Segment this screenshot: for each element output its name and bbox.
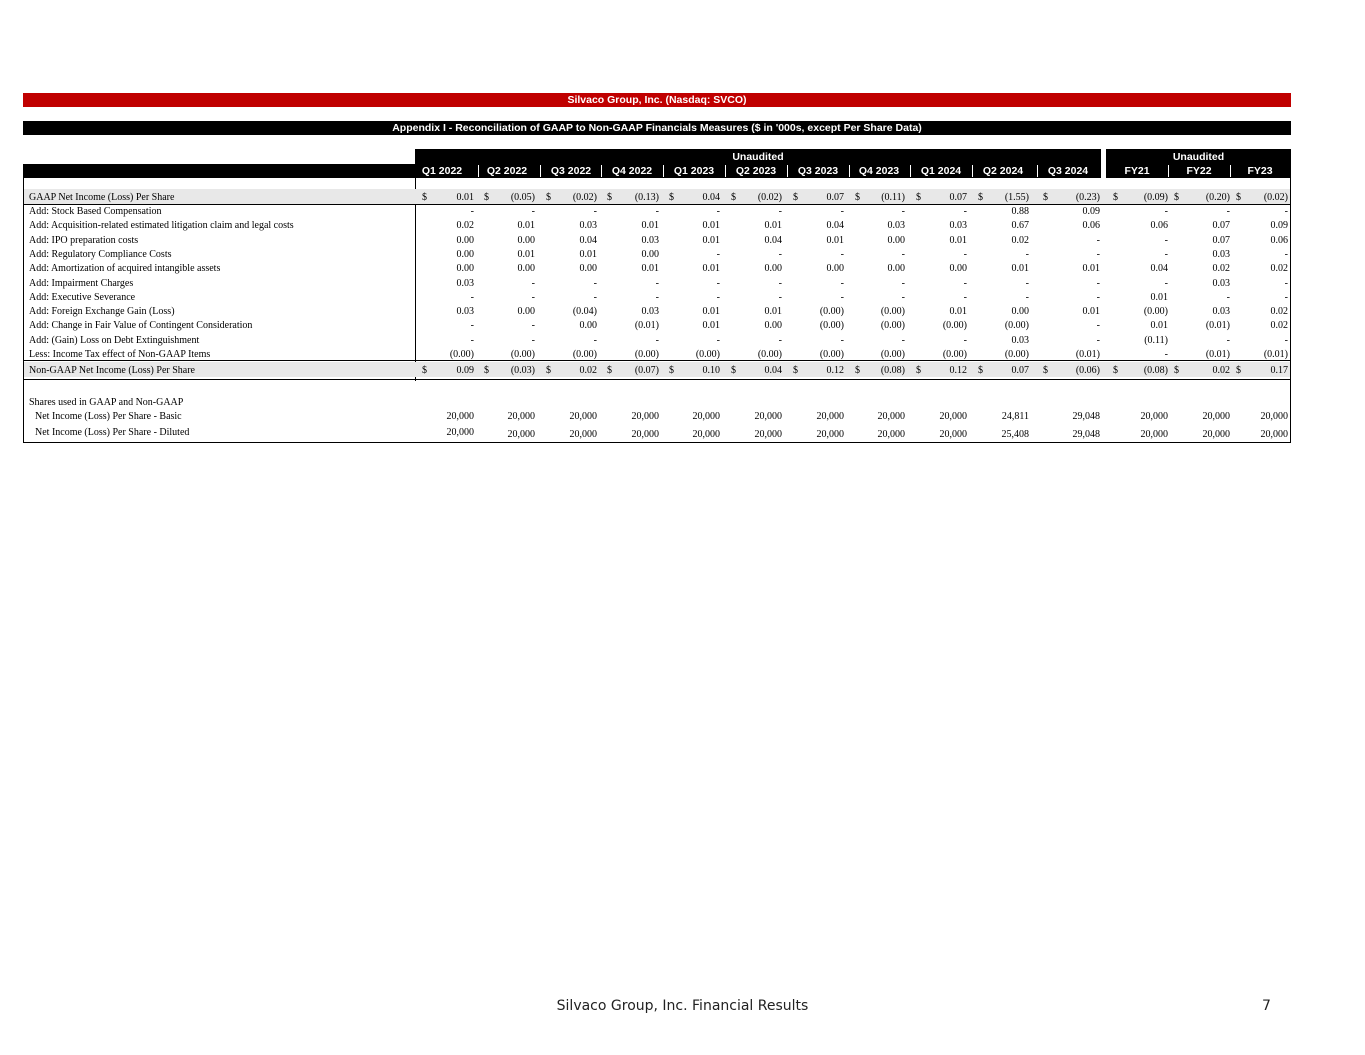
adjustment-row-value: - — [840, 334, 844, 346]
adjustment-row-value: 0.03 — [456, 306, 474, 318]
adjustment-row-value: 0.00 — [887, 263, 905, 275]
shares-row-value: 20,000 — [507, 429, 535, 440]
adjustment-row-value: (0.01) — [1205, 349, 1230, 360]
dollar-sign: $ — [1174, 365, 1179, 376]
shares-heading: Shares used in GAAP and Non-GAAP — [29, 397, 184, 408]
adjustment-row-value: 0.01 — [949, 306, 967, 318]
adjustment-row-value: (0.00) — [1143, 306, 1168, 318]
adjustment-row-value: - — [1096, 320, 1100, 332]
shares-row-value: 25,408 — [1001, 429, 1029, 440]
adjustment-row-label: Add: Impairment Charges — [29, 277, 134, 289]
dollar-sign: $ — [1174, 192, 1179, 203]
adjustment-row-value: - — [963, 291, 967, 303]
adjustment-row-value: - — [1226, 291, 1230, 303]
adjustment-row-value: - — [716, 277, 720, 289]
adjustment-row-value: - — [1284, 206, 1288, 217]
adjustment-row-value: - — [531, 291, 535, 303]
shares-row-value: 20,000 — [816, 429, 844, 440]
adjustment-row-value: 0.02 — [1212, 263, 1230, 275]
adjustment-row-value: (0.00) — [510, 349, 535, 360]
header-block-left — [23, 164, 415, 178]
shares-row-value: 20,000 — [1260, 429, 1288, 440]
adjustment-row-value: 0.00 — [456, 234, 474, 246]
adjustment-row-value: - — [716, 291, 720, 303]
adjustment-row-value: - — [963, 248, 967, 260]
adjustment-row-value: 0.03 — [456, 277, 474, 289]
adjustment-row-value: - — [716, 334, 720, 346]
nongaap-row-value: (0.08) — [1143, 365, 1168, 376]
shares-row-value: 20,000 — [1140, 429, 1168, 440]
adjustment-row-label: Add: IPO preparation costs — [29, 234, 139, 246]
adjustment-row-value: 0.01 — [641, 220, 659, 232]
adjustment-row-value: 0.02 — [1270, 263, 1288, 275]
adjustment-row-value: - — [1096, 248, 1100, 260]
nongaap-row-value: 0.12 — [949, 365, 967, 376]
adjustment-row-value: (0.00) — [819, 320, 844, 332]
gaap-row-value: 0.04 — [702, 192, 720, 203]
page-number: 7 — [1262, 998, 1271, 1014]
nongaap-row-value: 0.17 — [1270, 365, 1288, 376]
adjustment-row-value: - — [716, 206, 720, 217]
dollar-sign: $ — [669, 192, 674, 203]
adjustment-row-value: 0.01 — [702, 263, 720, 275]
gaap-row-value: 0.07 — [949, 192, 967, 203]
adjustment-row-value: 0.01 — [764, 306, 782, 318]
column-header: Q1 2023 — [673, 165, 715, 177]
dollar-sign: $ — [1236, 192, 1241, 203]
shares-row-label: Net Income (Loss) Per Share - Basic — [35, 411, 182, 422]
adjustment-row-value: - — [1164, 349, 1168, 360]
adjustment-row-value: 0.00 — [826, 263, 844, 275]
adjustment-row-value: 0.07 — [1212, 234, 1230, 246]
dollar-sign: $ — [422, 365, 427, 376]
adjustment-row-value: - — [470, 291, 474, 303]
column-separator — [910, 165, 911, 177]
dollar-sign: $ — [793, 365, 798, 376]
adjustment-row-value: (0.00) — [942, 320, 967, 332]
nongaap-row-value: 0.09 — [456, 365, 474, 376]
adjustment-row-value: - — [593, 277, 597, 289]
adjustment-row-value: (0.00) — [757, 349, 782, 360]
adjustment-row-value: - — [1025, 248, 1029, 260]
column-separator — [1037, 165, 1038, 177]
gaap-row-value: (0.11) — [881, 192, 905, 203]
adjustment-row-value: 0.03 — [579, 220, 597, 232]
dollar-sign: $ — [669, 365, 674, 376]
adjustment-row-value: 0.03 — [1011, 334, 1029, 346]
gaap-row-value: 0.07 — [826, 192, 844, 203]
adjustment-row-value: - — [1226, 334, 1230, 346]
column-header: Q3 2023 — [797, 165, 839, 177]
column-header: Q1 2022 — [421, 165, 463, 177]
gaap-row-value: (0.20) — [1205, 192, 1230, 203]
adjustment-row-value: 0.07 — [1212, 220, 1230, 232]
adjustment-row-value: 0.04 — [579, 234, 597, 246]
dollar-sign: $ — [546, 192, 551, 203]
adjustment-row-value: 0.01 — [1082, 263, 1100, 275]
adjustment-row-value: - — [840, 291, 844, 303]
adjustment-row-value: (0.01) — [1205, 320, 1230, 332]
adjustment-row-value: 0.02 — [1270, 320, 1288, 332]
adjustment-row-label: Add: Regulatory Compliance Costs — [29, 248, 172, 260]
shares-row-value: 20,000 — [877, 411, 905, 422]
adjustment-row-value: - — [778, 277, 782, 289]
adjustment-row-value: - — [470, 320, 474, 332]
nongaap-top-rule — [24, 360, 1290, 361]
gaap-row-value: (0.02) — [572, 192, 597, 203]
table-bottom-border — [23, 442, 1291, 443]
shares-row-value: 20,000 — [446, 411, 474, 422]
column-header: FY23 — [1247, 165, 1273, 177]
nongaap-row-value: 0.12 — [826, 365, 844, 376]
adjustment-row-value: - — [1096, 234, 1100, 246]
adjustment-row-value: 0.00 — [764, 320, 782, 332]
dollar-sign: $ — [484, 365, 489, 376]
adjustment-row-value: - — [1025, 277, 1029, 289]
adjustment-row-value: 0.00 — [456, 248, 474, 260]
adjustment-row-value: (0.00) — [819, 306, 844, 318]
adjustment-row-value: 0.02 — [1011, 234, 1029, 246]
dollar-sign: $ — [1236, 365, 1241, 376]
adjustment-row-value: 0.00 — [517, 234, 535, 246]
dollar-sign: $ — [793, 192, 798, 203]
shares-row-value: 20,000 — [754, 411, 782, 422]
adjustment-row-value: (0.00) — [942, 349, 967, 360]
adjustment-row-value: - — [963, 206, 967, 217]
footer-title: Silvaco Group, Inc. Financial Results — [556, 998, 809, 1014]
shares-row-label: Net Income (Loss) Per Share - Diluted — [35, 427, 190, 438]
adjustment-row-value: - — [840, 206, 844, 217]
shares-row-value: 20,000 — [1260, 411, 1288, 422]
gaap-row-value: (0.23) — [1075, 192, 1100, 203]
adjustment-row-value: - — [778, 248, 782, 260]
column-separator — [601, 165, 602, 177]
adjustment-row-value: - — [531, 277, 535, 289]
nongaap-row-value: (0.08) — [880, 365, 905, 376]
adjustment-row-value: (0.00) — [880, 349, 905, 360]
adjustment-row-value: 0.04 — [826, 220, 844, 232]
adjustment-row-label: Add: Amortization of acquired intangible assets — [29, 263, 221, 275]
dollar-sign: $ — [546, 365, 551, 376]
column-separator — [478, 165, 479, 177]
appendix-title-bar: Appendix I - Reconciliation of GAAP to Non-GAAP Financials Measures ($ in '000s, except Per Share Data) — [23, 121, 1291, 135]
shares-row-value: 20,000 — [631, 429, 659, 440]
shares-row-value: 20,000 — [1140, 411, 1168, 422]
adjustment-row-value: - — [470, 334, 474, 346]
adjustment-row-value: - — [901, 277, 905, 289]
adjustment-row-value: 0.06 — [1082, 220, 1100, 232]
adjustment-row-value: (0.04) — [572, 306, 597, 318]
adjustment-row-value: 0.01 — [764, 220, 782, 232]
adjustment-row-value: (0.00) — [1004, 320, 1029, 332]
gaap-row-value: (0.05) — [510, 192, 535, 203]
column-header: FY22 — [1186, 165, 1212, 177]
adjustment-row-value: - — [716, 248, 720, 260]
adjustment-row-value: - — [1096, 334, 1100, 346]
dollar-sign: $ — [731, 365, 736, 376]
shares-row-value: 20,000 — [939, 429, 967, 440]
gaap-row-value: (0.02) — [757, 192, 782, 203]
column-header: Q2 2024 — [982, 165, 1024, 177]
adjustment-row-value: - — [901, 206, 905, 217]
adjustment-row-value: 0.67 — [1011, 220, 1029, 232]
adjustment-row-value: (0.00) — [634, 349, 659, 360]
adjustment-row-value: 0.03 — [641, 234, 659, 246]
adjustment-row-value: 0.06 — [1270, 234, 1288, 246]
shares-row-value: 20,000 — [1202, 411, 1230, 422]
adjustment-row-value: - — [531, 320, 535, 332]
adjustment-row-value: 0.03 — [1212, 277, 1230, 289]
adjustment-row-value: 0.00 — [579, 263, 597, 275]
shares-row-value: 20,000 — [446, 427, 474, 438]
column-separator — [1168, 165, 1169, 177]
adjustment-row-value: 0.01 — [1150, 320, 1168, 332]
column-header: Q3 2024 — [1047, 165, 1089, 177]
adjustment-row-value: 0.01 — [702, 220, 720, 232]
dollar-sign: $ — [916, 192, 921, 203]
adjustment-row-value: 0.03 — [1212, 248, 1230, 260]
adjustment-row-value: - — [840, 248, 844, 260]
column-separator — [725, 165, 726, 177]
adjustment-row-value: 0.00 — [517, 306, 535, 318]
adjustment-row-value: (0.00) — [572, 349, 597, 360]
shares-row-value: 20,000 — [877, 429, 905, 440]
dollar-sign: $ — [855, 192, 860, 203]
column-separator — [972, 165, 973, 177]
column-header: Q4 2023 — [858, 165, 900, 177]
adjustment-row-value: - — [655, 334, 659, 346]
shares-row-value: 20,000 — [507, 411, 535, 422]
shares-row-value: 29,048 — [1072, 411, 1100, 422]
adjustment-row-value: 0.01 — [641, 263, 659, 275]
adjustment-row-value: - — [963, 277, 967, 289]
adjustment-row-value: 0.00 — [641, 248, 659, 260]
adjustment-row-value: 0.06 — [1150, 220, 1168, 232]
adjustment-row-value: 0.02 — [456, 220, 474, 232]
shares-row-value: 20,000 — [569, 411, 597, 422]
adjustment-row-value: 0.00 — [1011, 306, 1029, 318]
adjustment-row-value: - — [1284, 277, 1288, 289]
adjustment-row-value: 0.00 — [764, 263, 782, 275]
gaap-row-label: GAAP Net Income (Loss) Per Share — [29, 192, 175, 203]
adjustment-row-value: - — [593, 291, 597, 303]
dollar-sign: $ — [1043, 192, 1048, 203]
nongaap-row-value: 0.02 — [579, 365, 597, 376]
gaap-row-value: (0.13) — [634, 192, 659, 203]
adjustment-row-value: 0.01 — [1150, 291, 1168, 303]
adjustment-row-value: (0.11) — [1144, 334, 1168, 346]
column-separator — [1230, 165, 1231, 177]
adjustment-row-value: 0.01 — [517, 220, 535, 232]
dollar-sign: $ — [607, 365, 612, 376]
shares-row-value: 24,811 — [1001, 411, 1029, 422]
column-separator — [849, 165, 850, 177]
table-left-border — [23, 178, 24, 443]
nongaap-row-value: (0.06) — [1075, 365, 1100, 376]
adjustment-row-value: 0.01 — [949, 234, 967, 246]
adjustment-row-label: Add: Foreign Exchange Gain (Loss) — [29, 306, 175, 318]
adjustment-row-value: 0.01 — [702, 234, 720, 246]
adjustment-row-value: - — [963, 334, 967, 346]
adjustment-row-value: - — [655, 206, 659, 217]
reconciliation-table — [23, 149, 1291, 443]
column-separator — [787, 165, 788, 177]
adjustment-row-value: - — [655, 291, 659, 303]
column-separator — [663, 165, 664, 177]
adjustment-row-label: Add: Change in Fair Value of Contingent Consideration — [29, 320, 253, 332]
adjustment-row-value: (0.01) — [634, 320, 659, 332]
adjustment-row-value: 0.01 — [826, 234, 844, 246]
adjustment-row-value: - — [531, 206, 535, 217]
adjustment-row-label: Add: (Gain) Loss on Debt Extinguishment — [29, 334, 200, 346]
adjustment-row-value: - — [1284, 334, 1288, 346]
adjustment-row-value: 0.04 — [1150, 263, 1168, 275]
dollar-sign: $ — [1113, 192, 1118, 203]
adjustment-row-value: - — [1164, 277, 1168, 289]
adjustment-row-label: Add: Executive Severance — [29, 291, 136, 303]
adjustment-row-value: - — [593, 334, 597, 346]
shares-row-value: 20,000 — [692, 429, 720, 440]
nongaap-row-label: Non-GAAP Net Income (Loss) Per Share — [29, 365, 195, 376]
adjustment-row-value: 0.00 — [579, 320, 597, 332]
adjustment-row-value: 0.01 — [702, 320, 720, 332]
adjustment-row-value: 0.02 — [1270, 306, 1288, 318]
shares-row-value: 20,000 — [754, 429, 782, 440]
column-separator — [540, 165, 541, 177]
adjustment-row-value: (0.00) — [880, 320, 905, 332]
column-header: Q3 2022 — [550, 165, 592, 177]
unaudited-label-fy: Unaudited — [1172, 151, 1225, 163]
adjustment-row-value: - — [778, 334, 782, 346]
shares-row-value: 20,000 — [569, 429, 597, 440]
shares-row-value: 20,000 — [1202, 429, 1230, 440]
adjustment-row-value: - — [1164, 248, 1168, 260]
adjustment-row-value: 0.03 — [641, 306, 659, 318]
adjustment-row-value: (0.00) — [819, 349, 844, 360]
adjustment-row-value: - — [901, 248, 905, 260]
dollar-sign: $ — [731, 192, 736, 203]
adjustment-row-value: (0.00) — [1004, 349, 1029, 360]
adjustment-row-value: - — [531, 334, 535, 346]
shares-row-value: 20,000 — [816, 411, 844, 422]
adjustment-row-value: (0.00) — [880, 306, 905, 318]
adjustment-row-value: - — [655, 277, 659, 289]
nongaap-row-value: 0.07 — [1011, 365, 1029, 376]
adjustment-row-value: 0.03 — [949, 220, 967, 232]
adjustment-row-value: - — [1096, 291, 1100, 303]
adjustment-row-value: 0.00 — [456, 263, 474, 275]
adjustment-row-value: (0.00) — [695, 349, 720, 360]
company-title-bar: Silvaco Group, Inc. (Nasdaq: SVCO) — [23, 93, 1291, 107]
adjustment-row-value: (0.01) — [1263, 349, 1288, 360]
dollar-sign: $ — [855, 365, 860, 376]
adjustment-row-value: - — [1096, 277, 1100, 289]
adjustment-row-value: - — [901, 334, 905, 346]
adjustment-row-value: - — [1164, 206, 1168, 217]
adjustment-row-value: 0.09 — [1270, 220, 1288, 232]
adjustment-row-value: - — [1284, 291, 1288, 303]
gaap-row-value: (1.55) — [1004, 192, 1029, 203]
adjustment-row-label: Less: Income Tax effect of Non-GAAP Items — [29, 349, 211, 360]
nongaap-row-value: (0.03) — [510, 365, 535, 376]
adjustment-row-value: 0.88 — [1011, 206, 1029, 217]
dollar-sign: $ — [978, 365, 983, 376]
column-header: FY21 — [1124, 165, 1150, 177]
adjustment-row-value: 0.03 — [1212, 306, 1230, 318]
dollar-sign: $ — [1043, 365, 1048, 376]
unaudited-label-quarters: Unaudited — [732, 151, 784, 163]
adjustment-row-value: 0.00 — [887, 234, 905, 246]
column-header: Q1 2024 — [920, 165, 962, 177]
adjustment-row-value: 0.09 — [1082, 206, 1100, 217]
nongaap-row-value: 0.10 — [702, 365, 720, 376]
adjustment-row-value: - — [1284, 248, 1288, 260]
adjustment-row-value: 0.01 — [1082, 306, 1100, 318]
shares-row-value: 29,048 — [1072, 429, 1100, 440]
adjustment-row-value: 0.01 — [1011, 263, 1029, 275]
nongaap-bottom-rule — [24, 379, 1290, 380]
table-right-border — [1290, 178, 1291, 443]
adjustment-row-value: 0.04 — [764, 234, 782, 246]
dollar-sign: $ — [422, 192, 427, 203]
adjustment-row-value: - — [1164, 234, 1168, 246]
adjustment-row-value: 0.00 — [517, 263, 535, 275]
column-header: Q4 2022 — [611, 165, 653, 177]
adjustment-row-value: (0.00) — [449, 349, 474, 360]
gaap-row-value: 0.01 — [456, 192, 474, 203]
nongaap-row-value: 0.04 — [764, 365, 782, 376]
dollar-sign: $ — [978, 192, 983, 203]
adjustment-row-label: Add: Acquisition-related estimated litigation claim and legal costs — [29, 220, 294, 232]
adjustment-row-value: - — [901, 291, 905, 303]
nongaap-row-value: 0.02 — [1212, 365, 1230, 376]
adjustment-row-value: - — [1025, 291, 1029, 303]
adjustment-row-value: 0.01 — [702, 306, 720, 318]
adjustment-row-value: - — [778, 206, 782, 217]
adjustment-row-value: - — [1226, 206, 1230, 217]
dollar-sign: $ — [916, 365, 921, 376]
gaap-row-value: (0.09) — [1143, 192, 1168, 203]
dollar-sign: $ — [607, 192, 612, 203]
adjustment-row-value: - — [593, 206, 597, 217]
shares-row-value: 20,000 — [631, 411, 659, 422]
adjustment-row-value: - — [840, 277, 844, 289]
adjustment-row-value: - — [778, 291, 782, 303]
adjustment-row-value: (0.01) — [1075, 349, 1100, 360]
adjustment-row-value: 0.01 — [579, 248, 597, 260]
column-header: Q2 2022 — [486, 165, 528, 177]
column-header: Q2 2023 — [735, 165, 777, 177]
dollar-sign: $ — [484, 192, 489, 203]
nongaap-row-value: (0.07) — [634, 365, 659, 376]
gaap-row-value: (0.02) — [1263, 192, 1288, 203]
dollar-sign: $ — [1113, 365, 1118, 376]
shares-row-value: 20,000 — [939, 411, 967, 422]
adjustment-row-value: 0.03 — [887, 220, 905, 232]
adjustment-row-value: - — [470, 206, 474, 217]
shares-row-value: 20,000 — [692, 411, 720, 422]
adjustment-row-value: 0.00 — [949, 263, 967, 275]
adjustment-row-label: Add: Stock Based Compensation — [29, 206, 162, 217]
adjustment-row-value: 0.01 — [517, 248, 535, 260]
